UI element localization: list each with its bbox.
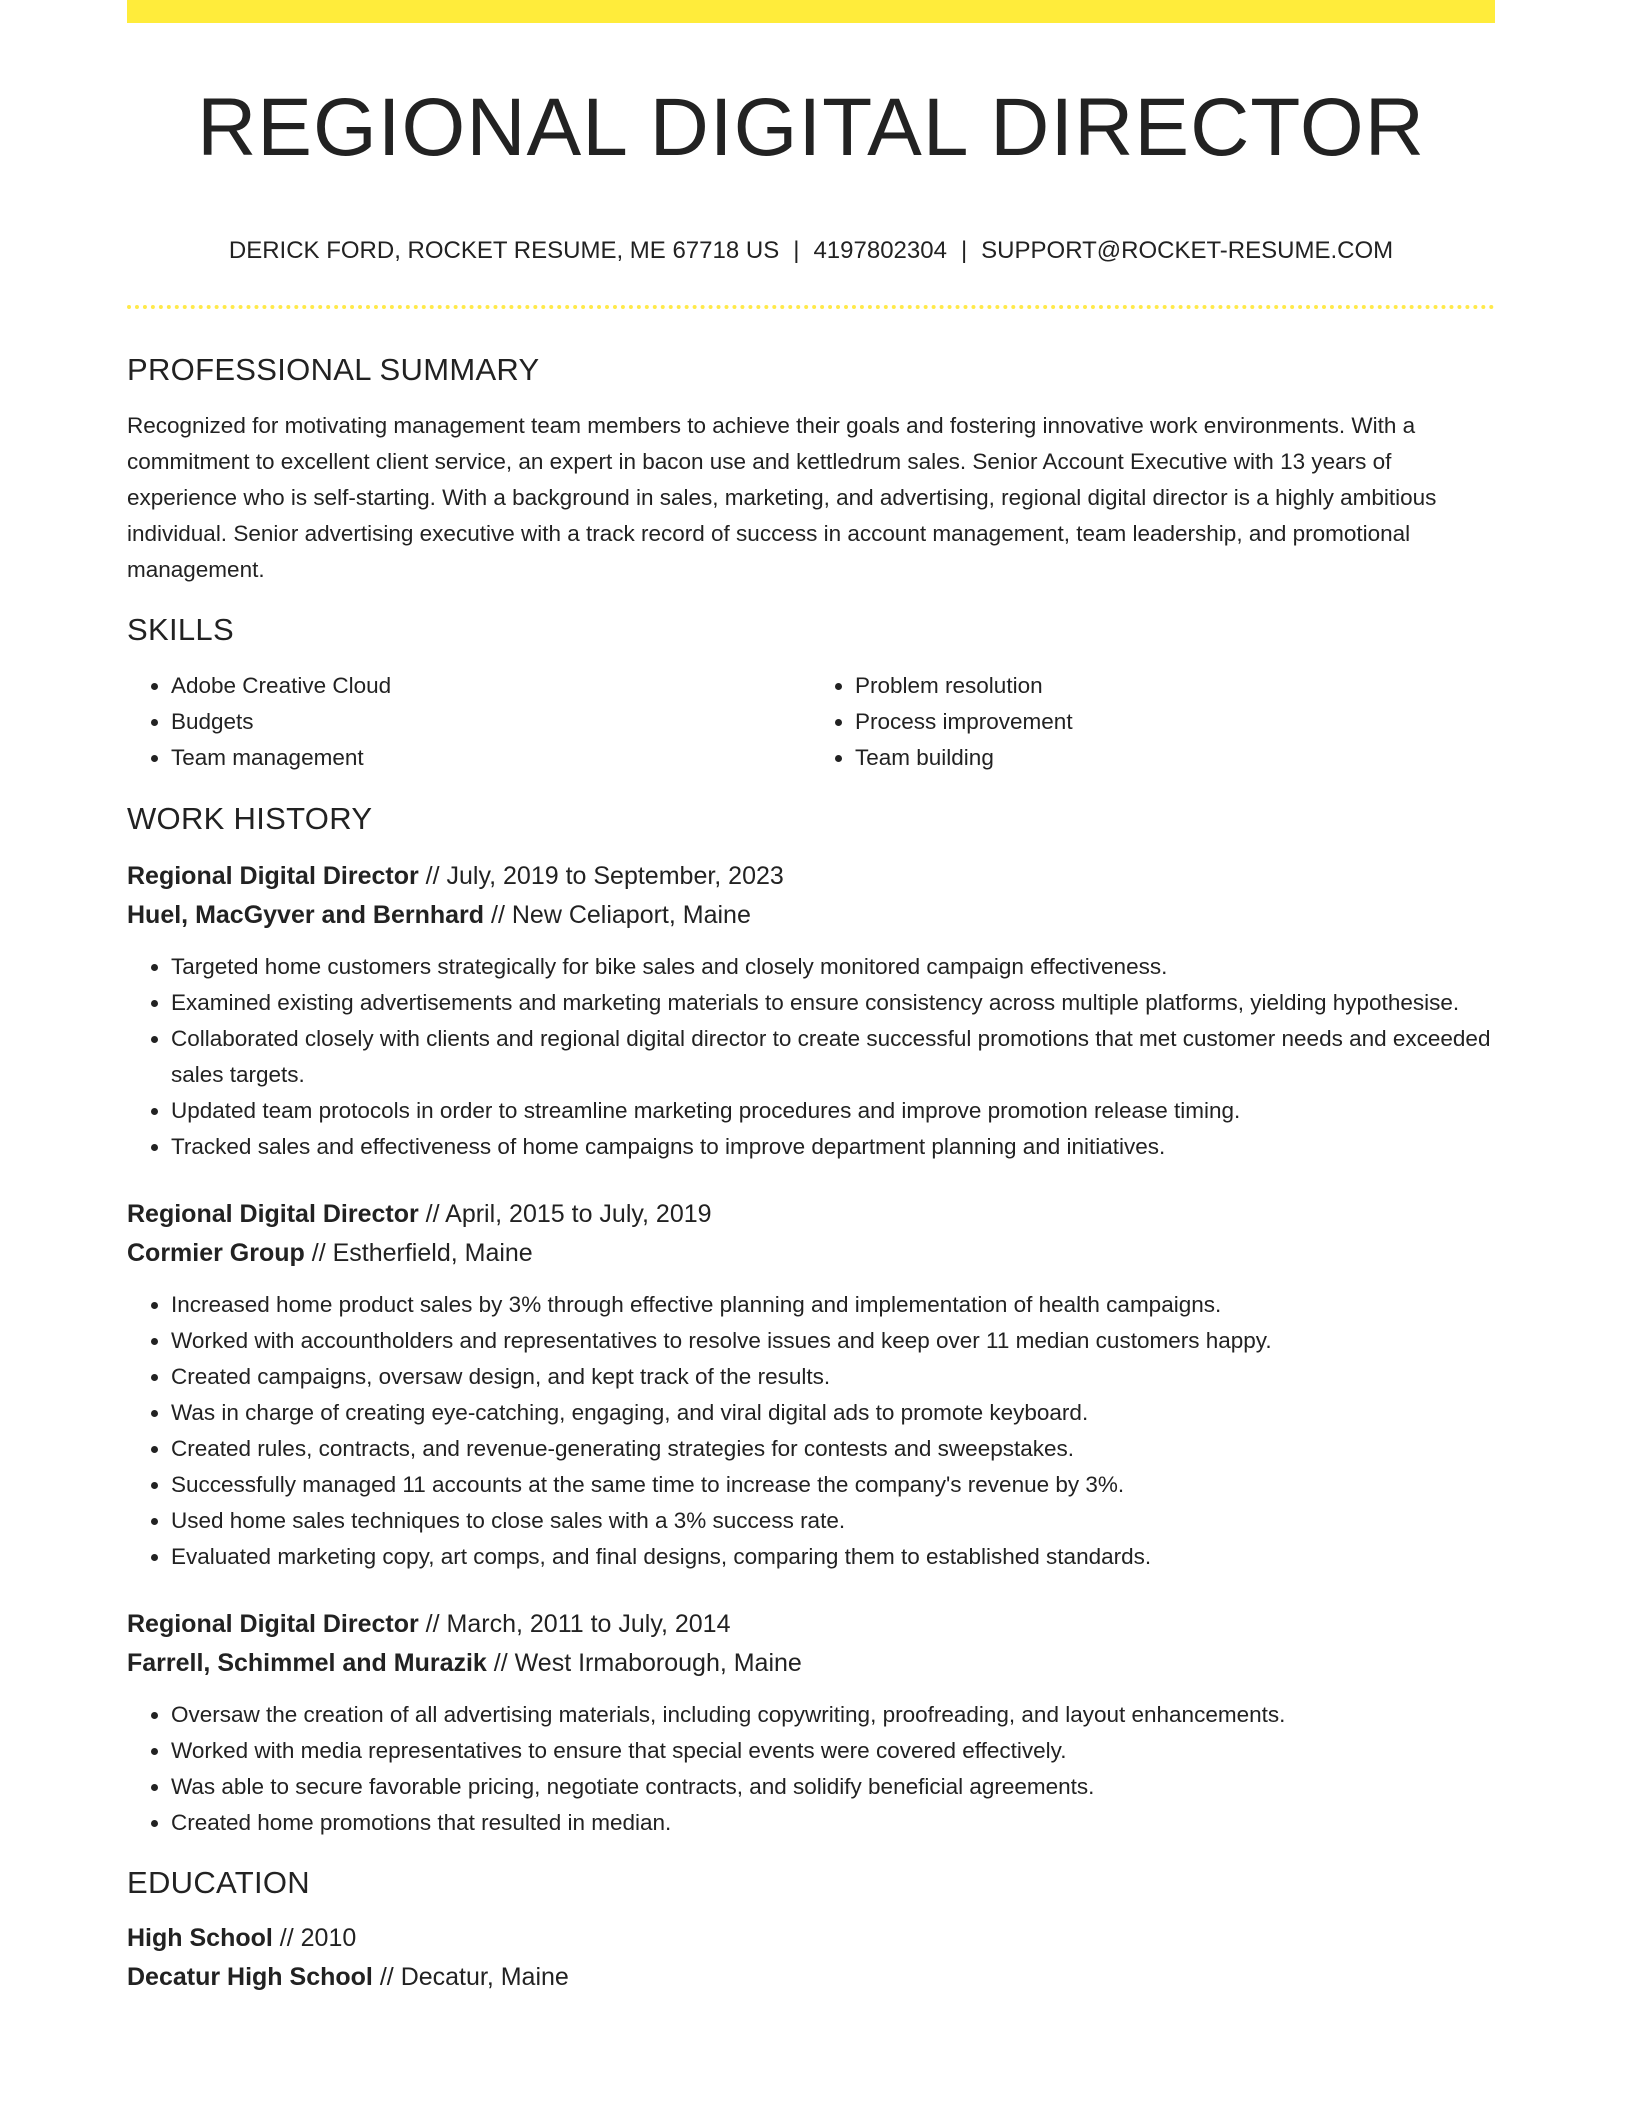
job-dates: March, 2011 to July, 2014 [446,1610,731,1638]
job-bullet: • Used home sales techniques to close sales with a 3% success rate. [171,1503,1495,1539]
education-year: 2010 [300,1924,357,1952]
job-role: Regional Digital Director [127,1610,419,1638]
job-bullet: • Created campaigns, oversaw design, and kept track of the results. [171,1359,1495,1395]
education-entry [127,1919,1495,1997]
job-bullet: • Was able to secure favorable pricing, negotiate contracts, and solidify beneficial agreements. [171,1769,1495,1805]
job-company-line [127,1234,1495,1273]
job-entry [127,1195,1495,1575]
education-degree-line [127,1919,1495,1958]
job-separator: // [491,901,505,929]
education-school: Decatur High School [127,1963,373,1991]
job-bullets [127,1697,1495,1841]
job-bullet: • Worked with media representatives to ensure that special events were covered effectively. [171,1733,1495,1769]
job-entry [127,1605,1495,1841]
job-bullet: • Examined existing advertisements and marketing materials to ensure consistency across multiple platforms, yielding hypothesise. [171,985,1495,1021]
job-role: Regional Digital Director [127,862,419,890]
work-history-heading: WORK HISTORY [127,801,373,836]
job-separator: // [493,1649,508,1677]
education-separator: // [379,1963,394,1991]
education-location: Decatur, Maine [400,1963,569,1991]
job-bullet: • Created home promotions that resulted in median. [171,1805,1495,1841]
job-company: Farrell, Schimmel and Murazik [127,1649,487,1677]
job-bullet: • Worked with accountholders and representatives to resolve issues and keep over 11 median customers happy. [171,1323,1495,1359]
contact-phone: 4197802304 [813,237,947,264]
job-title-line [127,1605,1495,1644]
education-school-line [127,1958,1495,1997]
contact-separator: | [793,237,800,264]
job-title-line [127,857,1495,896]
contact-line [127,236,1495,266]
job-bullet: • Targeted home customers strategically for bike sales and closely monitored campaign effectiveness. [171,949,1495,985]
skills-column-right [811,668,1495,776]
job-bullet: • Increased home product sales by 3% through effective planning and implementation of health campaigns. [171,1287,1495,1323]
job-company-line [127,896,1495,935]
job-separator: // [425,1610,440,1638]
skill-item: • Process improvement [855,704,1495,740]
resume-content [127,350,1495,1997]
education-separator: // [279,1924,294,1952]
job-bullet: • Tracked sales and effectiveness of home campaigns to improve department planning and initiatives. [171,1129,1495,1165]
resume-title: REGIONAL DIGITAL DIRECTOR [197,82,1425,173]
job-dates: April, 2015 to July, 2019 [445,1200,712,1228]
skills-column-left [127,668,811,776]
job-bullet: • Oversaw the creation of all advertising materials, including copywriting, proofreading, and layout enhancements. [171,1697,1495,1733]
skill-item: • Team management [171,740,811,776]
dotted-divider [127,305,1495,309]
job-bullet: • Updated team protocols in order to streamline marketing procedures and improve promotion release timing. [171,1093,1495,1129]
job-separator: // [425,862,440,890]
skill-item: • Team building [855,740,1495,776]
education-degree: High School [127,1924,273,1952]
skill-item: • Problem resolution [855,668,1495,704]
job-bullet: • Evaluated marketing copy, art comps, and final designs, comparing them to established standards. [171,1539,1495,1575]
job-role: Regional Digital Director [127,1200,419,1228]
summary-heading: PROFESSIONAL SUMMARY [127,352,540,387]
contact-separator: | [960,237,968,264]
job-location: New Celiaport, Maine [511,901,751,929]
job-location: Estherfield, Maine [332,1239,533,1267]
job-company-line [127,1644,1495,1683]
skills-heading: SKILLS [127,612,234,647]
education-heading: EDUCATION [127,1865,310,1900]
job-bullet: • Created rules, contracts, and revenue-generating strategies for contests and sweepstakes. [171,1431,1495,1467]
job-separator: // [311,1239,326,1267]
job-title-line [127,1195,1495,1234]
summary-text: Recognized for motivating management team members to achieve their goals and fostering innovative work environments. With a commitment to excellent client service, an expert in bacon use and kettledrum sales. Senior Account Executive with 13 years of experience who is self-starting. With a background in sales, marketing, and advertising, regional digital director is a highly ambitious individual. Senior advertising executive with a track record of success in account management, team leadership, and promotional management. [127,413,1437,582]
job-bullet: • Collaborated closely with clients and regional digital director to create successful promotions that met customer needs and exceeded sales targets. [171,1021,1495,1093]
skill-item: • Adobe Creative Cloud [171,668,811,704]
job-bullet: • Was in charge of creating eye-catching, engaging, and viral digital ads to promote keyboard. [171,1395,1495,1431]
accent-bar [127,0,1495,23]
job-separator: // [425,1200,440,1228]
job-entry [127,857,1495,1165]
job-location: West Irmaborough, Maine [514,1649,802,1677]
job-bullets [127,1287,1495,1575]
job-bullets [127,949,1495,1165]
job-company: Huel, MacGyver and Bernhard [127,901,485,929]
job-bullet: • Successfully managed 11 accounts at the same time to increase the company's revenue by 3%. [171,1467,1495,1503]
skill-item: • Budgets [171,704,811,740]
job-company: Cormier Group [127,1239,305,1267]
job-dates: July, 2019 to September, 2023 [446,862,784,890]
contact-address: DERICK FORD, ROCKET RESUME, ME 67718 US [228,237,780,264]
skills-list [127,668,1495,776]
contact-email: SUPPORT@ROCKET-RESUME.COM [981,237,1394,264]
